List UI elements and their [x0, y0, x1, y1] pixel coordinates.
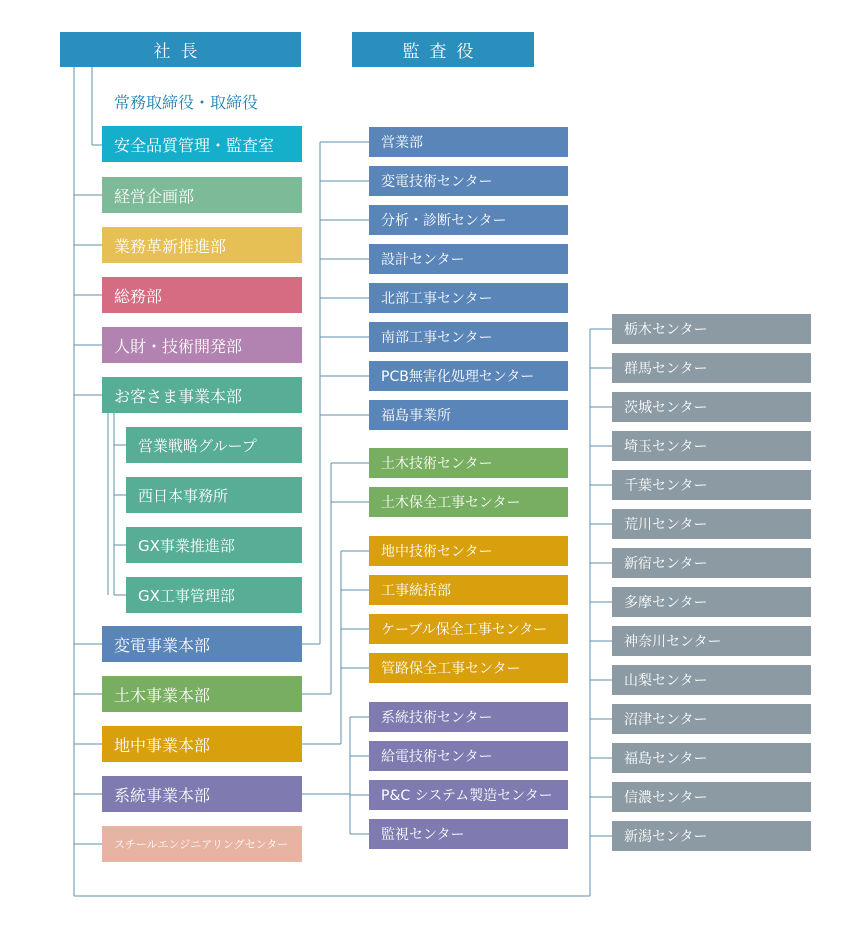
- directors-label: 常務取締役・取締役: [114, 93, 259, 112]
- civil_sub-item-0: 土木技術センター: [369, 448, 568, 478]
- auditor-box: 監査役: [352, 32, 534, 67]
- underground_sub-item-2: ケーブル保全工事センター: [369, 614, 568, 644]
- regional-center-0: 栃木センター: [612, 314, 811, 344]
- safety-audit-office: 安全品質管理・監査室: [102, 126, 302, 162]
- grid_sub-item-2: P&C システム製造センター: [369, 780, 568, 810]
- substation_sub-item-3: 設計センター: [369, 244, 568, 274]
- underground-business-hq: 地中事業本部: [102, 726, 302, 762]
- steel-engineering-center: スチールエンジニアリングセンター: [102, 826, 302, 862]
- regional-center-10: 沼津センター: [612, 704, 811, 734]
- grid-business-hq: 系統事業本部: [102, 776, 302, 812]
- regional-center-11: 福島センター: [612, 743, 811, 773]
- regional-center-3: 埼玉センター: [612, 431, 811, 461]
- regional-center-1: 群馬センター: [612, 353, 811, 383]
- substation_sub-item-7: 福島事業所: [369, 400, 568, 430]
- regional-center-2: 茨城センター: [612, 392, 811, 422]
- substation_sub-item-5: 南部工事センター: [369, 322, 568, 352]
- regional-center-4: 千葉センター: [612, 470, 811, 500]
- substation_sub-item-6: PCB無害化処理センター: [369, 361, 568, 391]
- regional-center-7: 多摩センター: [612, 587, 811, 617]
- substation_sub-item-1: 変電技術センター: [369, 166, 568, 196]
- underground_sub-item-1: 工事統括部: [369, 575, 568, 605]
- president-box: 社長: [60, 32, 301, 67]
- underground_sub-item-3: 管路保全工事センター: [369, 653, 568, 683]
- civil_sub-item-1: 土木保全工事センター: [369, 487, 568, 517]
- substation_sub-item-4: 北部工事センター: [369, 283, 568, 313]
- regional-center-13: 新潟センター: [612, 821, 811, 851]
- hr-tech-dev-dept: 人財・技術開発部: [102, 327, 302, 363]
- regional-center-12: 信濃センター: [612, 782, 811, 812]
- corporate-planning-dept: 経営企画部: [102, 177, 302, 213]
- civil-business-hq: 土木事業本部: [102, 676, 302, 712]
- customer-sub-0: 営業戦略グループ: [126, 427, 302, 463]
- substation_sub-item-2: 分析・診断センター: [369, 205, 568, 235]
- regional-center-5: 荒川センター: [612, 509, 811, 539]
- grid_sub-item-1: 給電技術センター: [369, 741, 568, 771]
- customer-sub-3: GX工事管理部: [126, 577, 302, 613]
- regional-center-9: 山梨センター: [612, 665, 811, 695]
- regional-center-6: 新宿センター: [612, 548, 811, 578]
- general-affairs-dept: 総務部: [102, 277, 302, 313]
- customer-sub-2: GX事業推進部: [126, 527, 302, 563]
- substation_sub-item-0: 営業部: [369, 127, 568, 157]
- customer-business-hq: お客さま事業本部: [102, 377, 302, 413]
- grid_sub-item-0: 系統技術センター: [369, 702, 568, 732]
- business-reform-dept: 業務革新推進部: [102, 227, 302, 263]
- underground_sub-item-0: 地中技術センター: [369, 536, 568, 566]
- customer-sub-1: 西日本事務所: [126, 477, 302, 513]
- grid_sub-item-3: 監視センター: [369, 819, 568, 849]
- regional-center-8: 神奈川センター: [612, 626, 811, 656]
- substation-business-hq: 変電事業本部: [102, 626, 302, 662]
